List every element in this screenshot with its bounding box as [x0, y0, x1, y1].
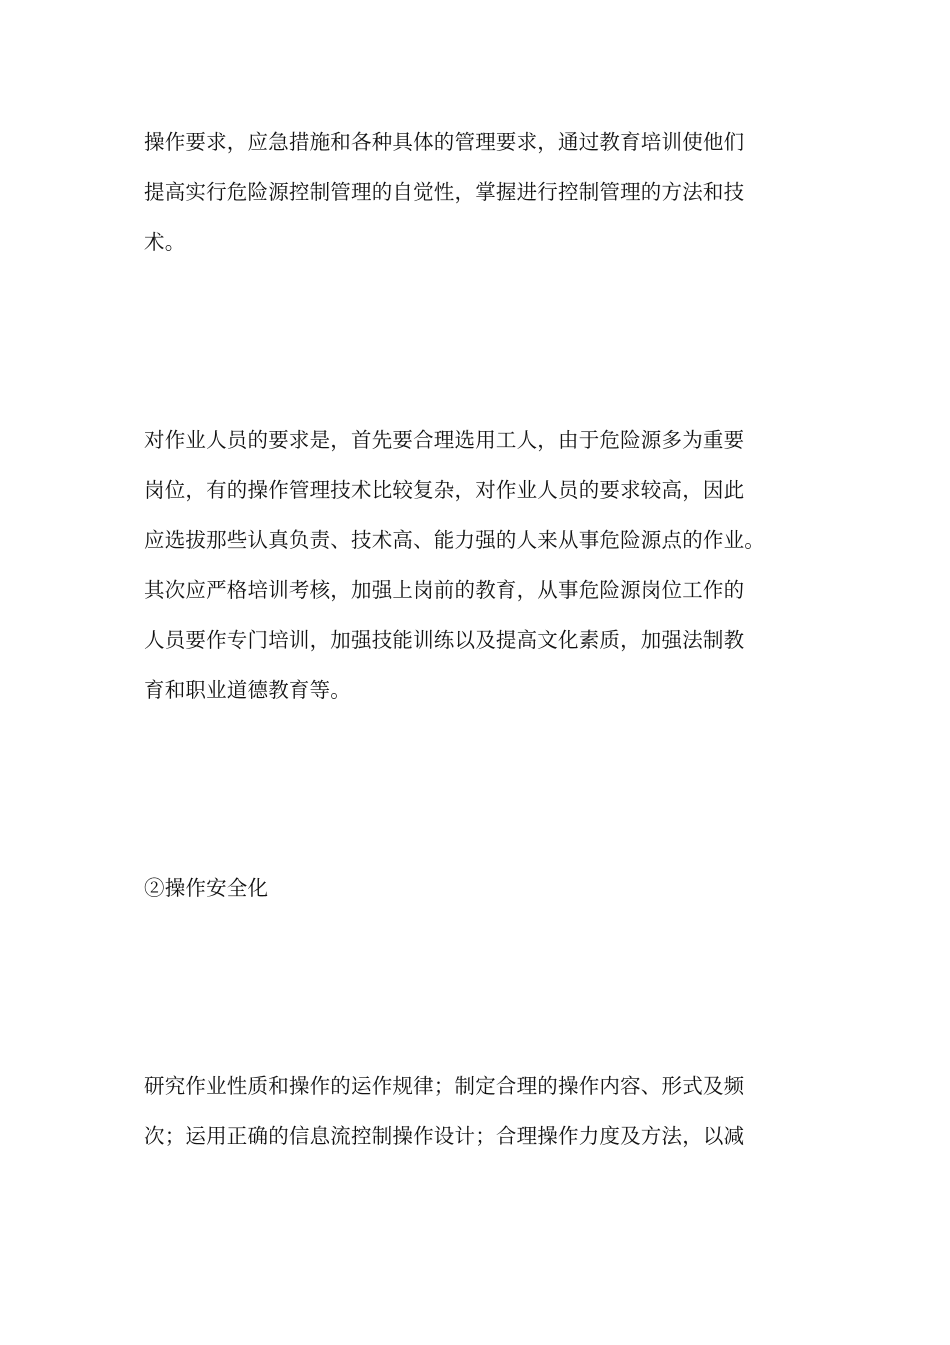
text-line: 人员要作专门培训，加强技能训练以及提高文化素质，加强法制教 — [144, 628, 745, 652]
text-line: 术。 — [144, 230, 186, 254]
text-line: 研究作业性质和操作的运作规律；制定合理的操作内容、形式及频 — [144, 1074, 745, 1098]
text-line: 次；运用正确的信息流控制操作设计；合理操作力度及方法，以减 — [144, 1124, 745, 1148]
text-line: 应选拔那些认真负责、技术高、能力强的人来从事危险源点的作业。 — [144, 528, 765, 552]
text-line: 育和职业道德教育等。 — [144, 678, 351, 702]
text-line: 岗位，有的操作管理技术比较复杂，对作业人员的要求较高，因此 — [144, 478, 745, 502]
text-line: 其次应严格培训考核，加强上岗前的教育，从事危险源岗位工作的 — [144, 578, 745, 602]
text-line: 提高实行危险源控制管理的自觉性，掌握进行控制管理的方法和技 — [144, 180, 745, 204]
text-line: 操作要求，应急措施和各种具体的管理要求，通过教育培训使他们 — [144, 130, 745, 154]
text-line: 对作业人员的要求是，首先要合理选用工人，由于危险源多为重要 — [144, 428, 745, 452]
section-heading: ②操作安全化 — [144, 876, 269, 900]
